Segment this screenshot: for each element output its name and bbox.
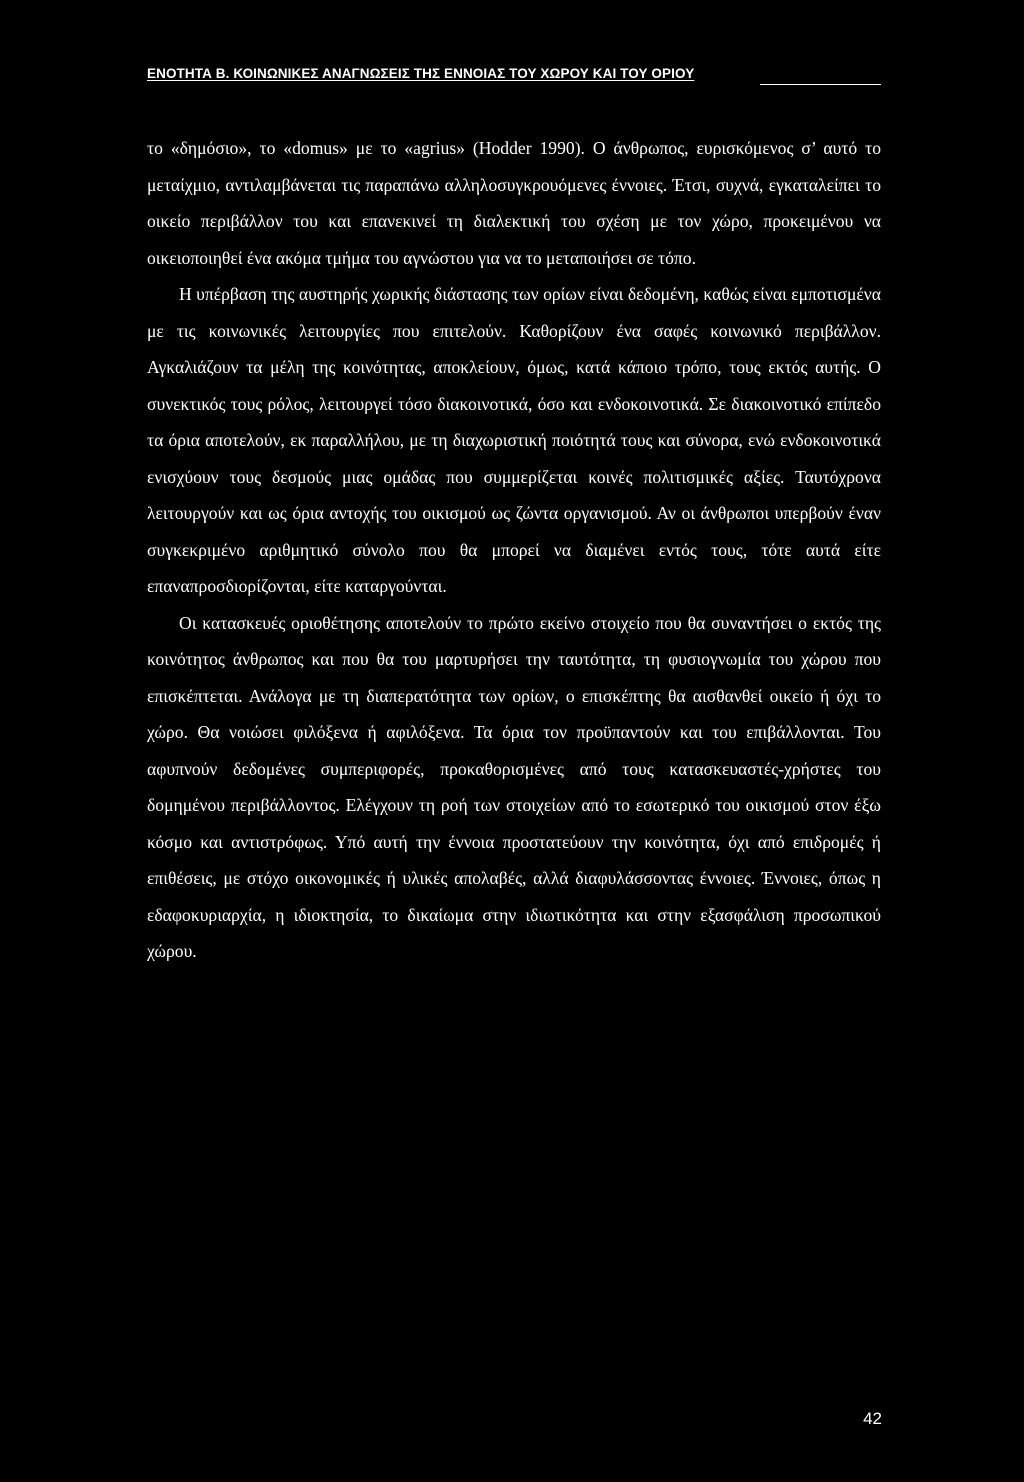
page-number: 42: [863, 1409, 882, 1428]
running-header: ΕΝΟΤΗΤΑ Β. ΚΟΙΝΩΝΙΚΕΣ ΑΝΑΓΝΩΣΕΙΣ ΤΗΣ ΕΝΝΟΙΑΣ ΤΟΥ ΧΩΡΟΥ ΚΑΙ ΤΟΥ ΟΡΙΟΥ: [147, 66, 695, 81]
body-text: [147, 130, 881, 970]
paragraph-boundary-constructions: Οι κατασκευές οριοθέτησης αποτελούν το πρώτο εκείνο στοιχείο που θα συναντήσει ο εκτός της κοινότητος άνθρωπος και που θα του μαρτυρήσει την ταυτότητα, τη φυσιογνωμία του χώρου που επισκέπτεται. Ανάλογα με τη διαπερατότητα των ορίων, ο επισκέπτης θα αισθανθεί οικείο ή όχι το χώρο. Θα νοιώσει φιλόξενα ή αφιλόξενα. Τα όρια τον προϋπαντούν και του επιβάλλονται. Του αφυπνούν δεδομένες συμπεριφορές, προκαθορισμένες από τους κατασκευαστές-χρήστες του δομημένου περιβάλλοντος. Ελέγχουν τη ροή των στοιχείων από το εσωτερικό του οικισμού στον έξω κόσμο και αντιστρόφως. Υπό αυτή την έννοια προστατεύουν την κοινότητα, όχι από επιδρομές ή επιθέσεις, με στόχο οικονομικές ή υλικές απολαβές, αλλά διαφυλάσσοντας έννοιες. Έννοιες, όπως η εδαφοκυριαρχία, η ιδιοκτησία, το δικαίωμα στην ιδιωτικότητα και στην εξασφάλιση προσωπικού χώρου.: [147, 612, 881, 961]
paragraph-continuation: το «δημόσιο», το «domus» με το «agrius» (Hodder 1990). Ο άνθρωπος, ευρισκόμενος σ’ αυτό το μεταίχμιο, αντιλαμβάνεται τις παραπάνω αλληλοσυγκρουόμενες έννοιες. Έτσι, συχνά, εγκαταλείπει το οικείο περιβάλλον του και επανεκινεί τη διαλεκτική του σχέση με τον χώρο, προκειμένου να οικειοποιηθεί ένα ακόμα τμήμα του αγνώστου για να το μεταποιήσει σε τόπο.: [147, 138, 881, 268]
paragraph-boundaries-social: Η υπέρβαση της αυστηρής χωρικής διάστασης των ορίων είναι δεδομένη, καθώς είναι εμποτισμένα με τις κοινωνικές λειτουργίες που επιτελούν. Καθορίζουν ένα σαφές κοινωνικό περιβάλλον. Αγκαλιάζουν τα μέλη της κοινότητας, αποκλείουν, όμως, κατά κάποιο τρόπο, τους εκτός αυτής. Ο συνεκτικός τους ρόλος, λειτουργεί τόσο διακοινοτικά, όσο και ενδοκοινοτικά. Σε διακοινοτικό επίπεδο τα όρια αποτελούν, εκ παραλλήλου, με τη διαχωριστική ποιότητά τους και σύνορα, ενώ ενδοκοινοτικά ενισχύουν τους δεσμούς μιας ομάδας που συμμερίζεται κοινές πολιτισμικές αξίες. Ταυτόχρονα λειτουργούν και ως όρια αντοχής του οικισμού ως ζώντα οργανισμού. Αν οι άνθρωποι υπερβούν έναν συγκεκριμένο αριθμητικό σύνολο που θα μπορεί να διαμένει εντός τους, τότε αυτά είτε επαναπροσδιορίζονται, είτε καταργούνται.: [147, 284, 881, 596]
header-rule: [760, 84, 881, 85]
